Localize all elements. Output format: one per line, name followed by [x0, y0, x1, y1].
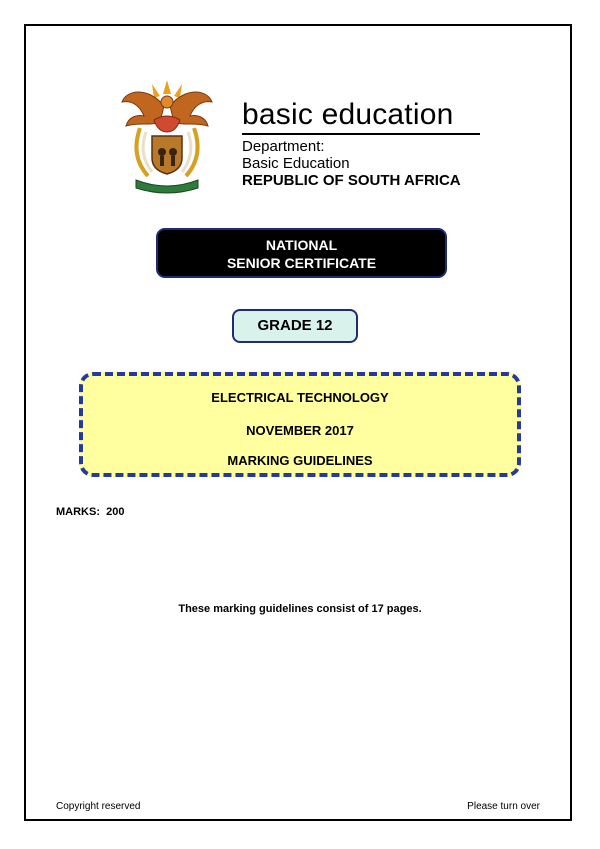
certificate-banner	[156, 228, 447, 278]
department-label: Department:	[242, 138, 325, 155]
grade-badge: GRADE 12	[232, 309, 358, 343]
page-count-note: These marking guidelines consist of 17 pages.	[178, 603, 422, 615]
footer-copyright: Copyright reserved	[56, 801, 141, 812]
footer-turn-over: Please turn over	[467, 801, 540, 812]
brand-underline	[242, 133, 480, 135]
total-marks: MARKS: 200	[56, 506, 125, 518]
exam-session: NOVEMBER 2017	[246, 423, 354, 438]
brand-name: basic education	[242, 98, 454, 131]
certificate-line-1: NATIONAL	[265, 237, 338, 253]
country-name: REPUBLIC OF SOUTH AFRICA	[242, 172, 461, 189]
coat-of-arms-logo	[118, 76, 216, 194]
subject-box	[79, 372, 521, 477]
certificate-line-2: SENIOR CERTIFICATE	[226, 255, 377, 271]
brand-block	[242, 98, 453, 132]
department-name: Basic Education	[242, 155, 350, 172]
department-block	[242, 138, 461, 189]
subject-title: ELECTRICAL TECHNOLOGY	[211, 390, 389, 405]
motto-ribbon	[136, 180, 198, 193]
shield	[152, 136, 182, 174]
document-type: MARKING GUIDELINES	[227, 453, 373, 468]
sun-rays	[152, 80, 182, 98]
protea	[154, 116, 180, 132]
